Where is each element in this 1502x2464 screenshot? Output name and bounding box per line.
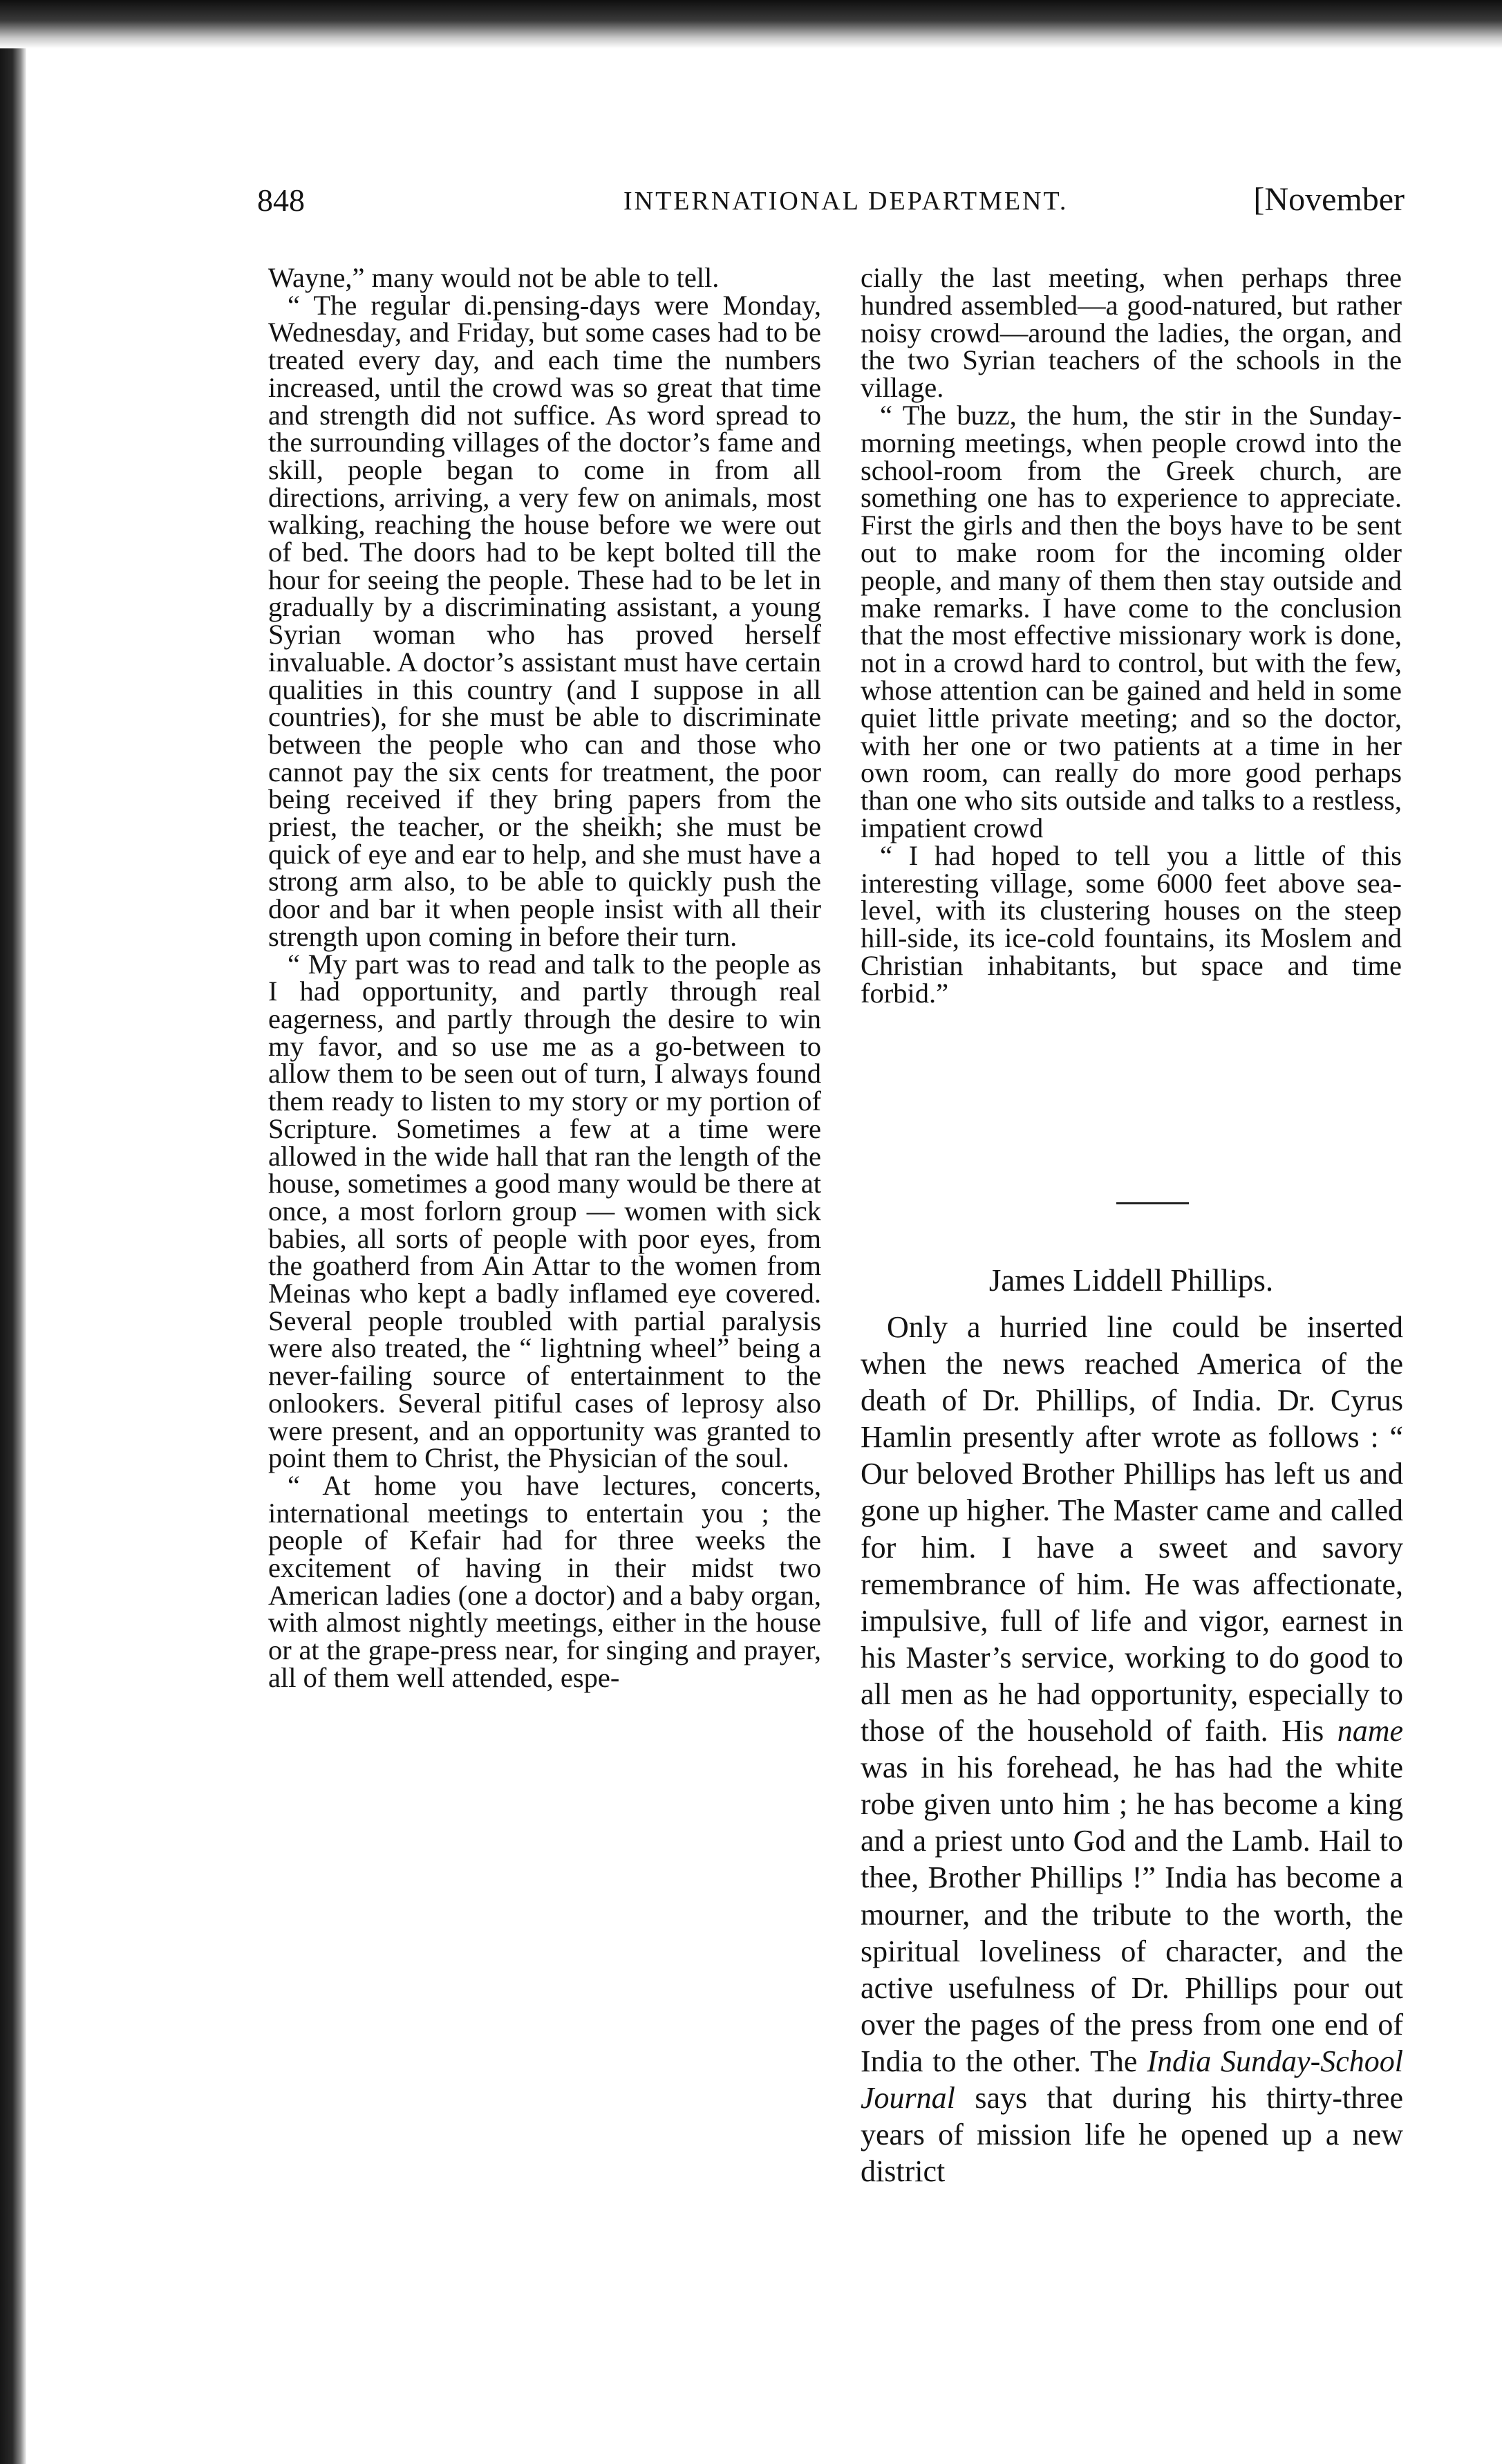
left-column <box>268 264 821 1692</box>
paragraph: Wayne,” many would not be able to tell. <box>268 262 720 293</box>
obituary-text: says that during his thirty-three years of mission life he opened up a new district <box>861 2080 1403 2189</box>
obituary-text: was in his forehead, he has had the white robe given unto him ; he has become a king and a priest unto God and the Lamb. Hail to thee, Brother Phillips !” India has become a mourner, and the tribute to the worth, the spiritual loveliness of character, and the active usefulness of Dr. Phillips pour out over the pages of the press from one end of India to the other. The <box>861 1751 1403 2078</box>
obituary-italic-name: name <box>1337 1714 1403 1748</box>
journal-title: India Sunday-School Journal <box>861 2044 1403 2115</box>
paragraph: “ My part was to read and talk to the people as I had opportunity, and partly through real eagerness, and partly through the desire to win my favor, and so use me as a go-between to allow them to be seen out of turn, I always found them ready to listen to my story or my portion of Scripture. Sometimes a few at a time were allowed in the wide hall that ran the length of the house, sometimes a good many would be there at once, a most forlorn group — women with sick babies, all sorts of people with poor eyes, from the goatherd from Ain Attar to the women from Meinas who kept a badly inflamed eye covered. Several people troubled with partial paralysis were also treated, the “ lightning wheel” being a never-failing source of entertainment to the onlookers. Several pitiful cases of leprosy also were present, and an opportunity was granted to point them to Christ, the Physician of the soul. <box>268 948 821 1474</box>
obituary-text: Only a hurried line could be inserted when the news reached America of the death of Dr. Phillips, of India. Dr. Cyrus Hamlin presently after wrote as follows : “ Our beloved Brother Phillips has left us and gone up higher. The Master came and called for him. I have a sweet and savory remembrance of him. He was affectionate, impulsive, full of life and vigor, earnest in his Master’s service, working to do good to all men as he had opportunity, especially to those of the household of faith. His <box>861 1310 1403 1748</box>
obituary-body <box>861 1309 1403 2190</box>
section-divider <box>1116 1202 1189 1204</box>
paragraph: “ I had hoped to tell you a little of this interesting village, some 6000 feet above sea-level, with its clustering houses on the steep hill-side, its ice-cold fountains, its Moslem and Christian inhabitants, but space and time forbid.” <box>861 839 1402 1009</box>
obituary-paragraph <box>861 1309 1403 2190</box>
paragraph: “ The buzz, the hum, the stir in the Sunday-morning meetings, when people crowd into the school-room from the Greek church, are something one has to experience to appreciate. First the girls and then the boys have to be sent out to make room for the incoming older people, and many of them then stay outside and make remarks. I have come to the conclusion that the most effective missionary work is done, not in a crowd hard to control, but with the few, whose attention can be gained and held in some quiet little private meeting; and so the doctor, with her one or two patients at a time in her own room, can really do more good perhaps than one who sits outside and talks to a restless, impatient crowd <box>861 399 1402 843</box>
paragraph: cially the last meeting, when perhaps three hundred assembled—a good-natured, but rather noisy crowd—around the ladies, the organ, and the two Syrian teachers of the schools in the village. <box>861 262 1402 404</box>
page-number: 848 <box>257 183 305 218</box>
running-head-month: [November <box>1253 181 1405 218</box>
paragraph: “ The regular di.pensing-days were Monday, Wednesday, and Friday, but some cases had to be treated every day, and each time the numbers increased, until the crowd was so great that time and strength did not suffice. As word spread to the surrounding villages of the doctor’s fame and skill, people began to come in from all directions, arriving, a very few on animals, most walking, reaching the house before we were out of bed. The doors had to be kept bolted till the hour for seeing the people. These had to be let in gradually by a discriminating assistant, a young Syrian woman who has proved herself invaluable. A doctor’s assistant must have certain qualities in this country (and I suppose in all countries), for she must be able to discriminate between the people who can and those who cannot pay the six cents for treatment, the poor being received if they bring papers from the priest, the teacher, or the sheikh; she must be quick of eye and ear to help, and she must have a strong arm also, to be able to quickly push the door and bar it when people insist with all their strength upon coming in before their turn. <box>268 289 821 952</box>
running-head-title: INTERNATIONAL DEPARTMENT. <box>623 187 1069 216</box>
running-header <box>257 176 1405 225</box>
right-column-top <box>861 264 1402 1007</box>
paragraph: “ At home you have lectures, concerts, international meetings to entertain you ; the people of Kefair had for three weeks the excitement of having in their midst two American ladies (one a doctor) and a baby organ, with almost nightly meetings, either in the house or at the grape-press near, for singing and prayer, all of them well attended, espe- <box>268 1469 821 1693</box>
obituary-title: James Liddell Phillips. <box>988 1263 1274 1298</box>
